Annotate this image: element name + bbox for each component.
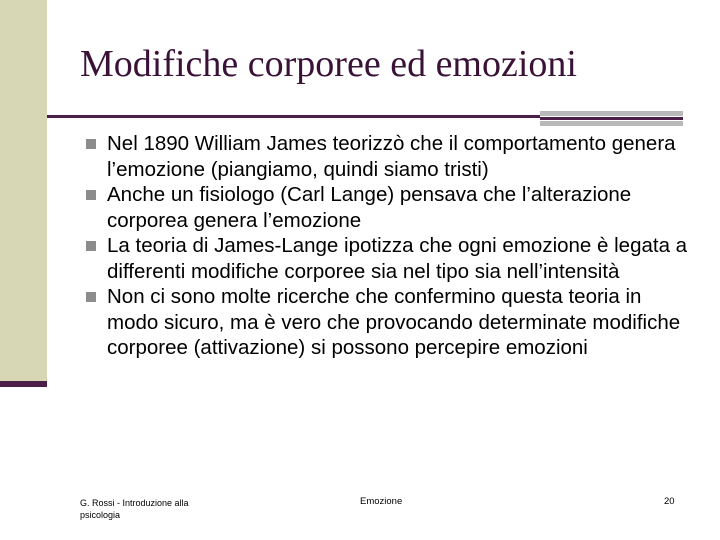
bullet-text: La teoria di James-Lange ipotizza che ogni emozione è legata a differenti modifiche corporee sia nel tipo sia nell’intensità (107, 234, 688, 283)
square-bullet-icon (86, 241, 96, 251)
footer-page-number: 20 (664, 496, 675, 507)
bullet-text: Anche un fisiologo (Carl Lange) pensava che l’alterazione corporea genera l’emozione (107, 183, 632, 232)
bullet-item (85, 233, 695, 284)
title-underline-rule (47, 115, 540, 118)
footer-topic: Emozione (360, 496, 403, 507)
title-rule-dark-right (540, 117, 683, 120)
title-rule-light-top (540, 111, 683, 116)
square-bullet-icon (86, 139, 96, 149)
bullet-item (85, 284, 695, 361)
title-rule-light-bottom (540, 121, 683, 126)
square-bullet-icon (86, 190, 96, 200)
bullet-text: Non ci sono molte ricerche che confermino questa teoria in modo sicuro, ma è vero che provocando determinate modifiche corporee (attivazione) si possono percepire emozioni (107, 285, 681, 359)
left-decorative-band (0, 0, 47, 383)
left-band-accent-bar (0, 381, 47, 387)
bullet-item (85, 182, 695, 233)
bullet-text: Nel 1890 William James teorizzò che il comportamento genera l’emozione (piangiamo, quindi siamo tristi) (107, 132, 676, 181)
bullet-item (85, 131, 695, 182)
square-bullet-icon (86, 292, 96, 302)
bullet-list (85, 131, 695, 361)
slide-title: Modifiche corporee ed emozioni (80, 43, 577, 85)
footer-author: G. Rossi - Introduzione alla psicologia (80, 498, 189, 520)
